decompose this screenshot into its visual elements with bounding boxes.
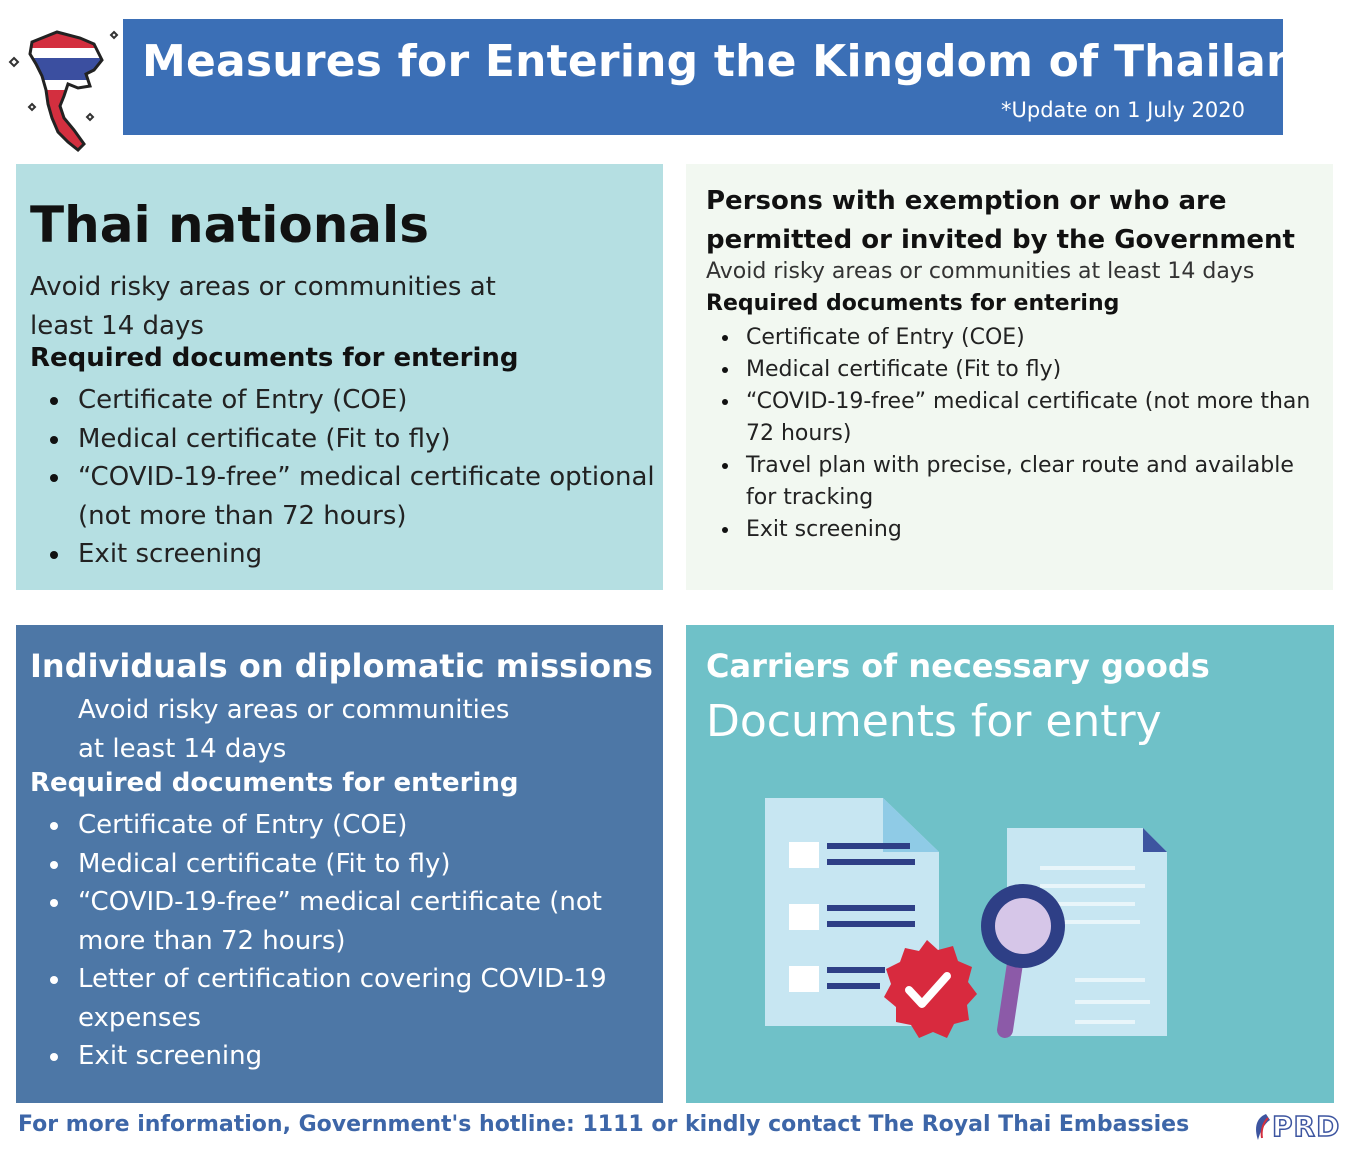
thai-nationals-document-list bbox=[78, 381, 658, 574]
documents-checklist-icon bbox=[755, 790, 1195, 1050]
list-item: Letter of certification covering COVID-19 expenses bbox=[78, 960, 638, 1037]
prd-logo bbox=[1250, 1108, 1368, 1146]
list-item: Medical certificate (Fit to fly) bbox=[746, 354, 1316, 386]
list-item: Exit screening bbox=[78, 1037, 638, 1076]
prd-emblem-icon bbox=[1250, 1112, 1272, 1142]
exempt-persons-required-heading: Required documents for entering bbox=[706, 291, 1120, 316]
list-item: Exit screening bbox=[746, 514, 1316, 546]
list-item: “COVID-19-free” medical certificate (not more than 72 hours) bbox=[78, 883, 638, 960]
footer-contact-info: For more information, Government's hotline: 1111 or kindly contact The Royal Thai Embassies bbox=[18, 1112, 1190, 1137]
exempt-persons-avoid-text: Avoid risky areas or communities at least 14 days bbox=[706, 259, 1255, 284]
list-item: Medical certificate (Fit to fly) bbox=[78, 845, 638, 884]
prd-logo-text: PRD bbox=[1272, 1110, 1341, 1143]
thailand-flag-map-icon bbox=[2, 14, 122, 154]
exempt-persons-document-list bbox=[746, 322, 1316, 546]
list-item: Medical certificate (Fit to fly) bbox=[78, 420, 658, 459]
list-item: Certificate of Entry (COE) bbox=[746, 322, 1316, 354]
list-item: “COVID-19-free” medical certificate optional (not more than 72 hours) bbox=[78, 458, 658, 535]
page-title: Measures for Entering the Kingdom of Thailand bbox=[142, 36, 1330, 87]
thai-nationals-heading: Thai nationals bbox=[30, 196, 429, 254]
carriers-heading: Carriers of necessary goods bbox=[706, 647, 1210, 685]
list-item: Certificate of Entry (COE) bbox=[78, 381, 658, 420]
update-note: *Update on 1 July 2020 bbox=[1001, 98, 1245, 122]
list-item: “COVID-19-free” medical certificate (not more than 72 hours) bbox=[746, 386, 1316, 450]
thai-nationals-avoid-text: Avoid risky areas or communities at least 14 days bbox=[30, 272, 496, 341]
diplomatic-missions-heading: Individuals on diplomatic missions bbox=[30, 647, 653, 685]
exempt-persons-heading: Persons with exemption or who are permitted or invited by the Government bbox=[706, 186, 1295, 255]
diplomatic-missions-document-list bbox=[78, 806, 638, 1076]
thai-nationals-required-heading: Required documents for entering bbox=[30, 343, 519, 373]
list-item: Travel plan with precise, clear route and available for tracking bbox=[746, 450, 1316, 514]
diplomatic-missions-avoid-text: Avoid risky areas or communities at least 14 days bbox=[78, 695, 510, 764]
diplomatic-missions-required-heading: Required documents for entering bbox=[30, 768, 519, 798]
list-item: Certificate of Entry (COE) bbox=[78, 806, 638, 845]
list-item: Exit screening bbox=[78, 535, 658, 574]
carriers-subheading: Documents for entry bbox=[706, 696, 1162, 747]
